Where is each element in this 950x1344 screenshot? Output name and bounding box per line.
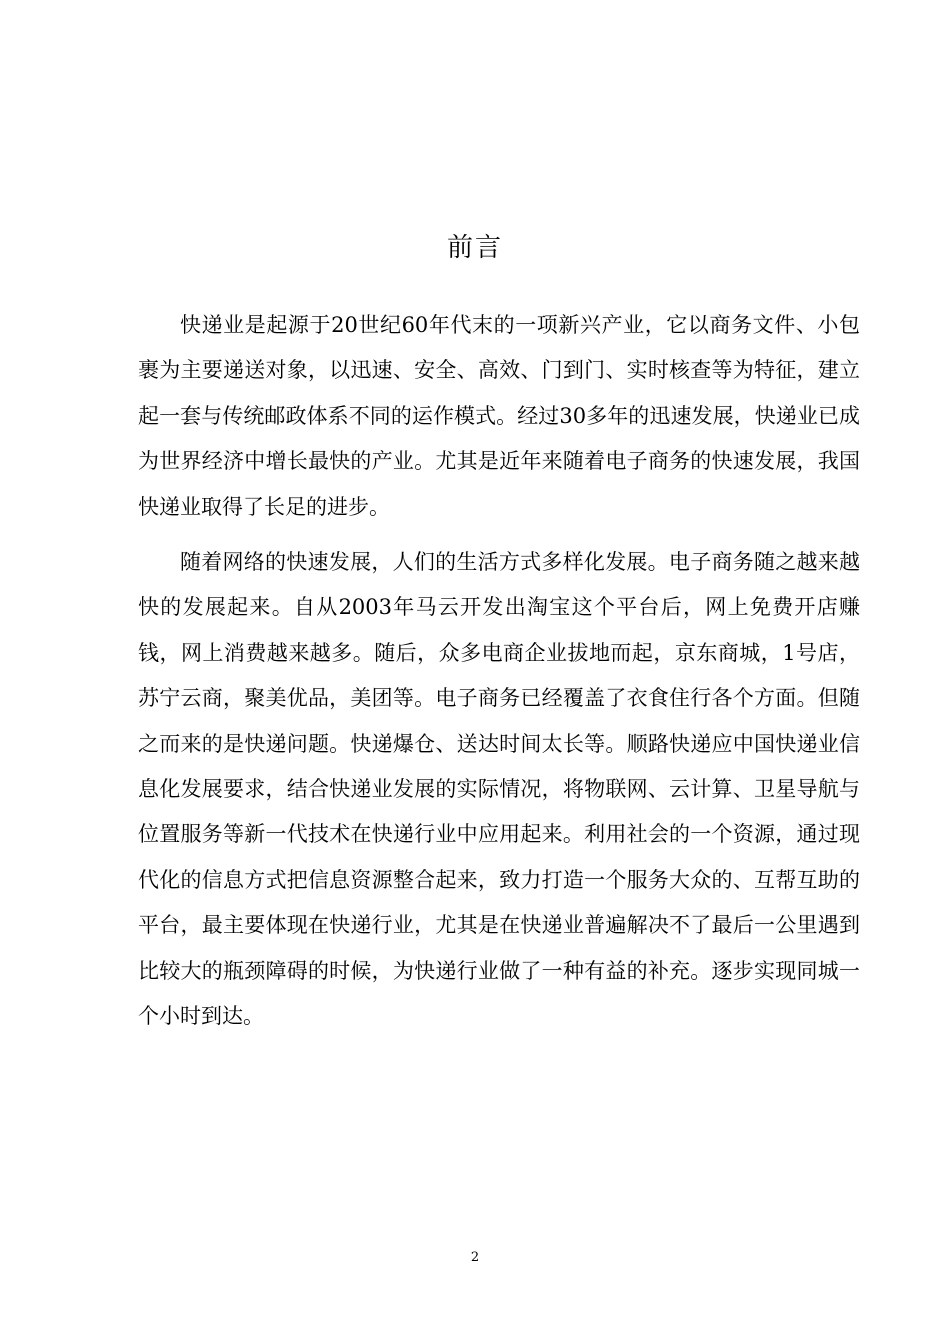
page-number: 2 — [470, 1250, 480, 1265]
page-title: 前言 — [446, 233, 503, 263]
body-text — [138, 303, 860, 1040]
paragraph-2: 随着网络的快速发展，人们的生活方式多样化发展。电子商务随之越来越快的发展起来。自从2003年马云开发出淘宝这个平台后，网上免费开店赚钱，网上消费越来越多。随后，众多电商企业拔地而起，京东商城，1号店，苏宁云商，聚美优品，美团等。电子商务已经覆盖了衣食住行各个方面。但随之而来的是快递问题。快递爆仓、送达时间太长等。顺路快递应中国快递业信息化发展要求，结合快递业发展的实际情况，将物联网、云计算、卫星导航与位置服务等新一代技术在快递行业中应用起来。利用社会的一个资源，通过现代化的信息方式把信息资源整合起来，致力打造一个服务大众的、互帮互助的平台，最主要体现在快递行业，尤其是在快递业普遍解决不了最后一公里遇到比较大的瓶颈障碍的时候，为快递行业做了一种有益的补充。逐步实现同城一个小时到达。 — [138, 550, 860, 1029]
paragraph-1: 快递业是起源于20世纪60年代末的一项新兴产业，它以商务文件、小包裹为主要递送对象，以迅速、安全、高效、门到门、实时核查等为特征，建立起一套与传统邮政体系不同的运作模式。经过30多年的迅速发展，快递业已成为世界经济中增长最快的产业。尤其是近年来随着电子商务的快速发展，我国快递业取得了长足的进步。 — [138, 313, 860, 519]
